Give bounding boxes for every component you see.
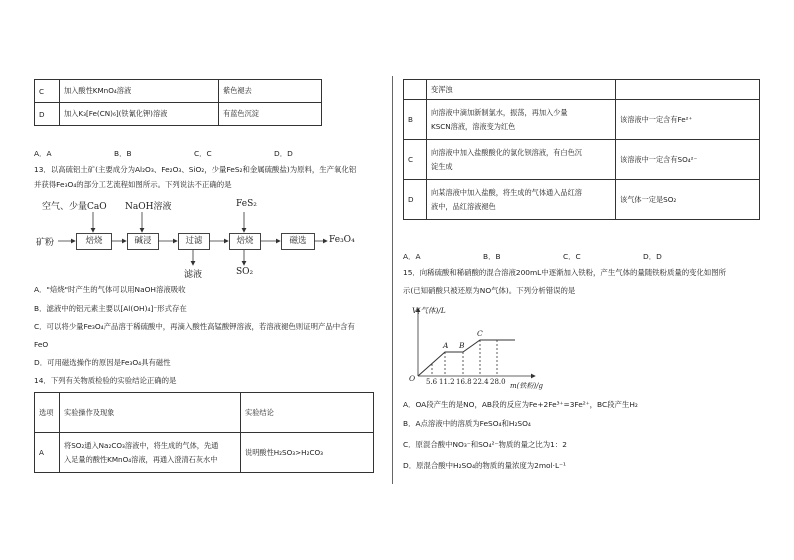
cell-op-line1: 向溶液中加入盐酸酸化的氯化钡溶液，有白色沉 xyxy=(431,147,582,157)
q13-option-c-cont: FeO xyxy=(34,340,49,349)
graph-origin: O xyxy=(409,374,416,383)
q13-stem-line1: 13．以高硫铝土矿(主要成分为Al₂O₃、Fe₂O₃、SiO₂，少量FeS₂和金属硫酸盐)为原料，生产氧化铝 xyxy=(34,165,357,174)
q15-option-a: A．OA段产生的是NO，AB段的反应为Fe+2Fe³⁺=3Fe²⁺，BC段产生H₂ xyxy=(403,400,638,409)
q13-option-d: D．可用磁选操作的原因是Fe₃O₄具有磁性 xyxy=(34,358,171,367)
flow-output-filtrate: 滤液 xyxy=(184,270,203,280)
graph-tick-4: 22.4 xyxy=(473,378,489,386)
flow-input-fes2: FeS₂ xyxy=(236,199,257,209)
table-row xyxy=(404,100,760,140)
cell-label xyxy=(404,80,427,100)
cell-label: C xyxy=(35,80,60,103)
q14-stem: 14．下列有关物质检验的实验结论正确的是 xyxy=(34,376,177,385)
cell-result: 说明酸性H₂SO₃>H₂CO₃ xyxy=(241,433,374,473)
data-curve xyxy=(418,340,515,376)
option-b: B．B xyxy=(114,149,132,158)
cell-label: D xyxy=(404,180,427,220)
cell-result: 该溶液中一定含有Fe²⁺ xyxy=(616,100,760,140)
flow-start-ore: 矿粉 xyxy=(36,238,55,248)
q13-option-a: A．"焙烧"时产生的气体可以用NaOH溶液吸收 xyxy=(34,285,186,294)
option-c: C．C xyxy=(194,149,212,158)
flow-input-air-cao: 空气、少量CaO xyxy=(42,202,107,212)
cell-op-line2: 入足量的酸性KMnO₄溶液，再通入澄清石灰水中 xyxy=(64,454,218,464)
cell-op: 加入K₃[Fe(CN)₆](铁氰化钾)溶液 xyxy=(60,103,219,126)
cell-result: 该气体一定是SO₂ xyxy=(616,180,760,220)
cell-op-line2: KSCN溶液，溶液变为红色 xyxy=(431,121,516,131)
graph-xlabel: m(铁粉)/g xyxy=(510,382,543,390)
header-operation: 实验操作及现象 xyxy=(60,393,241,433)
table-row xyxy=(35,433,374,473)
flow-output-so2: SO₂ xyxy=(236,267,254,277)
graph-tick-1: 5.6 xyxy=(426,378,438,386)
graph-tick-3: 16.8 xyxy=(456,378,472,386)
cell-op xyxy=(427,100,616,140)
cell-op xyxy=(427,80,616,100)
cell-label: A xyxy=(35,433,60,473)
q14-table xyxy=(34,392,374,473)
cell-result: 有蓝色沉淀 xyxy=(219,103,322,126)
option-a: A．A xyxy=(34,149,52,158)
cell-op-line2: 液中，品红溶液褪色 xyxy=(431,201,496,211)
option-a: A．A xyxy=(403,252,421,261)
table-row xyxy=(404,80,760,100)
q15-stem-line1: 15．向稀硫酸和稀硝酸的混合溶液200mL中逐渐加入铁粉，产生气体的量随铁粉质量的变化如图所 xyxy=(403,268,727,277)
q15-stem-line2: 示(已知硝酸只被还原为NO气体)。下列分析错误的是 xyxy=(403,286,576,295)
flow-box-alkali-leach: 碱浸 xyxy=(127,233,159,250)
graph-tick-5: 28.0 xyxy=(490,378,506,386)
graph-point-c: C xyxy=(477,329,483,338)
q13-stem-line2: 并获得Fe₃O₄的部分工艺流程如图所示。下列说法不正确的是 xyxy=(34,180,232,189)
graph-point-b: B xyxy=(459,341,465,350)
cell-op xyxy=(427,180,616,220)
cell-op-line1: 向溶液中滴加新制氯水，振荡，再加入少量 xyxy=(431,107,568,117)
option-d: D．D xyxy=(643,252,662,261)
cell-op-line1: 将SO₂通入Na₂CO₃溶液中，将生成的气体，先通 xyxy=(64,440,219,450)
flow-arrows xyxy=(0,0,380,290)
cell-result xyxy=(616,80,760,100)
flow-end-product: Fe₃O₄ xyxy=(329,235,355,245)
q15-option-d: D．原混合酸中H₂SO₄的物质的量浓度为2mol·L⁻¹ xyxy=(403,461,566,470)
table-header-row xyxy=(35,393,374,433)
cell-op xyxy=(427,140,616,180)
cell-op-line1: 向某溶液中加入盐酸，将生成的气体通入品红溶 xyxy=(431,187,582,197)
flow-box-magnetic-sep: 磁选 xyxy=(281,233,315,250)
flow-input-naoh: NaOH溶液 xyxy=(125,202,172,212)
graph-ylabel: V(气体)/L xyxy=(412,306,446,315)
cell-op xyxy=(60,433,241,473)
cell-result: 该溶液中一定含有SO₄²⁻ xyxy=(616,140,760,180)
table-row xyxy=(404,140,760,180)
graph-tick-2: 11.2 xyxy=(439,378,455,386)
q13-option-c: C．可以将少量Fe₃O₄产品溶于稀硫酸中，再滴入酸性高锰酸钾溶液，若溶液褪色则证明产品中含有 xyxy=(34,322,355,331)
cell-label: C xyxy=(404,140,427,180)
q15-option-c: C．原混合酸中NO₃⁻和SO₄²⁻物质的量之比为1：2 xyxy=(403,440,567,449)
header-option: 选项 xyxy=(35,393,60,433)
flow-box-roast-1: 焙烧 xyxy=(76,233,112,250)
option-c: C．C xyxy=(563,252,581,261)
q15-option-b: B．A点溶液中的溶质为FeSO₄和H₂SO₄ xyxy=(403,419,531,428)
cell-label: B xyxy=(404,100,427,140)
option-d: D．D xyxy=(274,149,293,158)
cell-op-line2: 淀生成 xyxy=(431,161,453,171)
q13-option-b: B．滤液中的铝元素主要以[Al(OH)₄]⁻形式存在 xyxy=(34,304,187,313)
header-conclusion: 实验结论 xyxy=(241,393,374,433)
graph-point-a: A xyxy=(443,341,449,350)
flow-box-filter: 过滤 xyxy=(178,233,210,250)
cell-op: 加入酸性KMnO₄溶液 xyxy=(60,80,219,103)
q14-table-continued xyxy=(403,79,760,220)
flow-box-roast-2: 焙烧 xyxy=(229,233,261,250)
cell-op-line: 变浑浊 xyxy=(431,84,453,94)
cell-label: D xyxy=(35,103,60,126)
option-b: B．B xyxy=(483,252,501,261)
table-row xyxy=(404,180,760,220)
cell-result: 紫色褪去 xyxy=(219,80,322,103)
column-divider xyxy=(392,76,393,484)
